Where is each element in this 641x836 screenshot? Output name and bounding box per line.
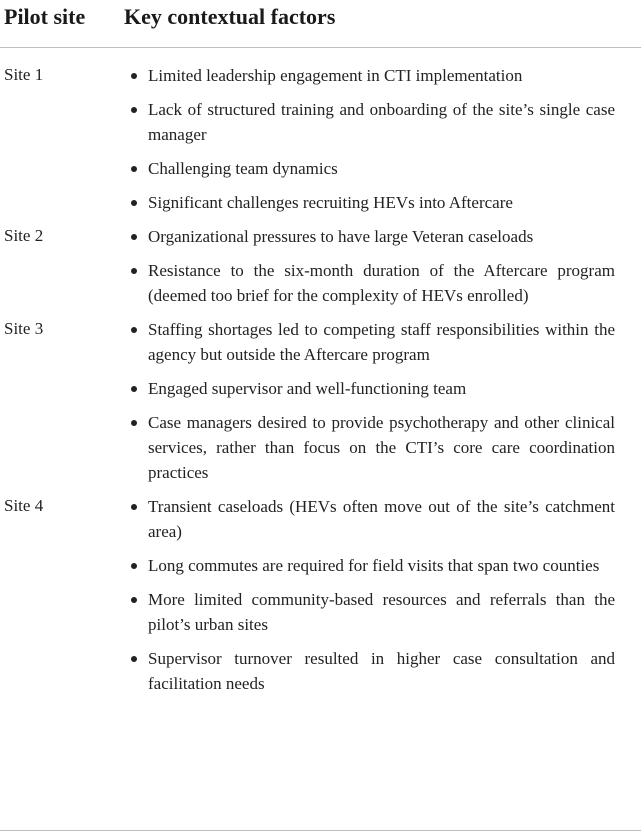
table-row-site-1 (0, 63, 641, 215)
factor-list (148, 63, 615, 215)
bullet-icon (131, 107, 137, 113)
header-divider (0, 47, 641, 48)
bullet-icon (131, 656, 137, 662)
factor-text: Engaged supervisor and well-functioning team (148, 379, 467, 398)
factor-text: Lack of structured training and onboarding of the site’s single case manager (148, 100, 615, 144)
factor-text: Staffing shortages led to competing staff responsibilities within the agency but outside the Aftercare program (148, 320, 615, 364)
bullet-icon (131, 420, 137, 426)
bullet-icon (131, 200, 137, 206)
table-row-site-4 (0, 494, 641, 696)
bullet-icon (131, 73, 137, 79)
list-item (148, 317, 615, 367)
list-item (148, 646, 615, 696)
bullet-icon (131, 327, 137, 333)
list-item (148, 376, 615, 401)
list-item (148, 410, 615, 485)
list-item (148, 190, 615, 215)
bullet-icon (131, 597, 137, 603)
list-item (148, 97, 615, 147)
site-label: Site 2 (4, 226, 44, 245)
bullet-icon (131, 386, 137, 392)
factor-text: More limited community-based resources and referrals than the pilot’s urban sites (148, 590, 615, 634)
factor-text: Case managers desired to provide psychotherapy and other clinical services, rather than focus on the CTI’s core care coordination practices (148, 413, 615, 482)
list-item (148, 224, 615, 249)
bullet-icon (131, 504, 137, 510)
factor-text: Resistance to the six-month duration of the Aftercare program (deemed too brief for the complexity of HEVs enrolled) (148, 261, 615, 305)
table-body (0, 63, 641, 705)
list-item (148, 553, 615, 578)
list-item (148, 156, 615, 181)
site-label: Site 3 (4, 319, 44, 338)
factor-text: Challenging team dynamics (148, 159, 338, 178)
table-row-site-2 (0, 224, 641, 308)
factor-text: Limited leadership engagement in CTI implementation (148, 66, 523, 85)
factor-text: Organizational pressures to have large Veteran caseloads (148, 227, 534, 246)
site-label: Site 4 (4, 496, 44, 515)
bullet-icon (131, 563, 137, 569)
list-item (148, 63, 615, 88)
table-bottom-divider (0, 830, 641, 831)
factor-text: Transient caseloads (HEVs often move out of the site’s catchment area) (148, 497, 615, 541)
list-item (148, 587, 615, 637)
table-header (0, 0, 641, 48)
list-item (148, 494, 615, 544)
header-pilot-site: Pilot site (4, 4, 86, 29)
factor-list (148, 224, 615, 308)
factor-text: Significant challenges recruiting HEVs into Aftercare (148, 193, 513, 212)
list-item (148, 258, 615, 308)
table-row-site-3 (0, 317, 641, 485)
header-key-contextual-factors: Key contextual factors (124, 4, 336, 29)
bullet-icon (131, 234, 137, 240)
bullet-icon (131, 166, 137, 172)
factor-list (148, 494, 615, 696)
factor-text: Long commutes are required for field visits that span two counties (148, 556, 600, 575)
factor-text: Supervisor turnover resulted in higher case consultation and facilitation needs (148, 649, 615, 693)
site-label: Site 1 (4, 65, 44, 84)
bullet-icon (131, 268, 137, 274)
factor-list (148, 317, 615, 485)
